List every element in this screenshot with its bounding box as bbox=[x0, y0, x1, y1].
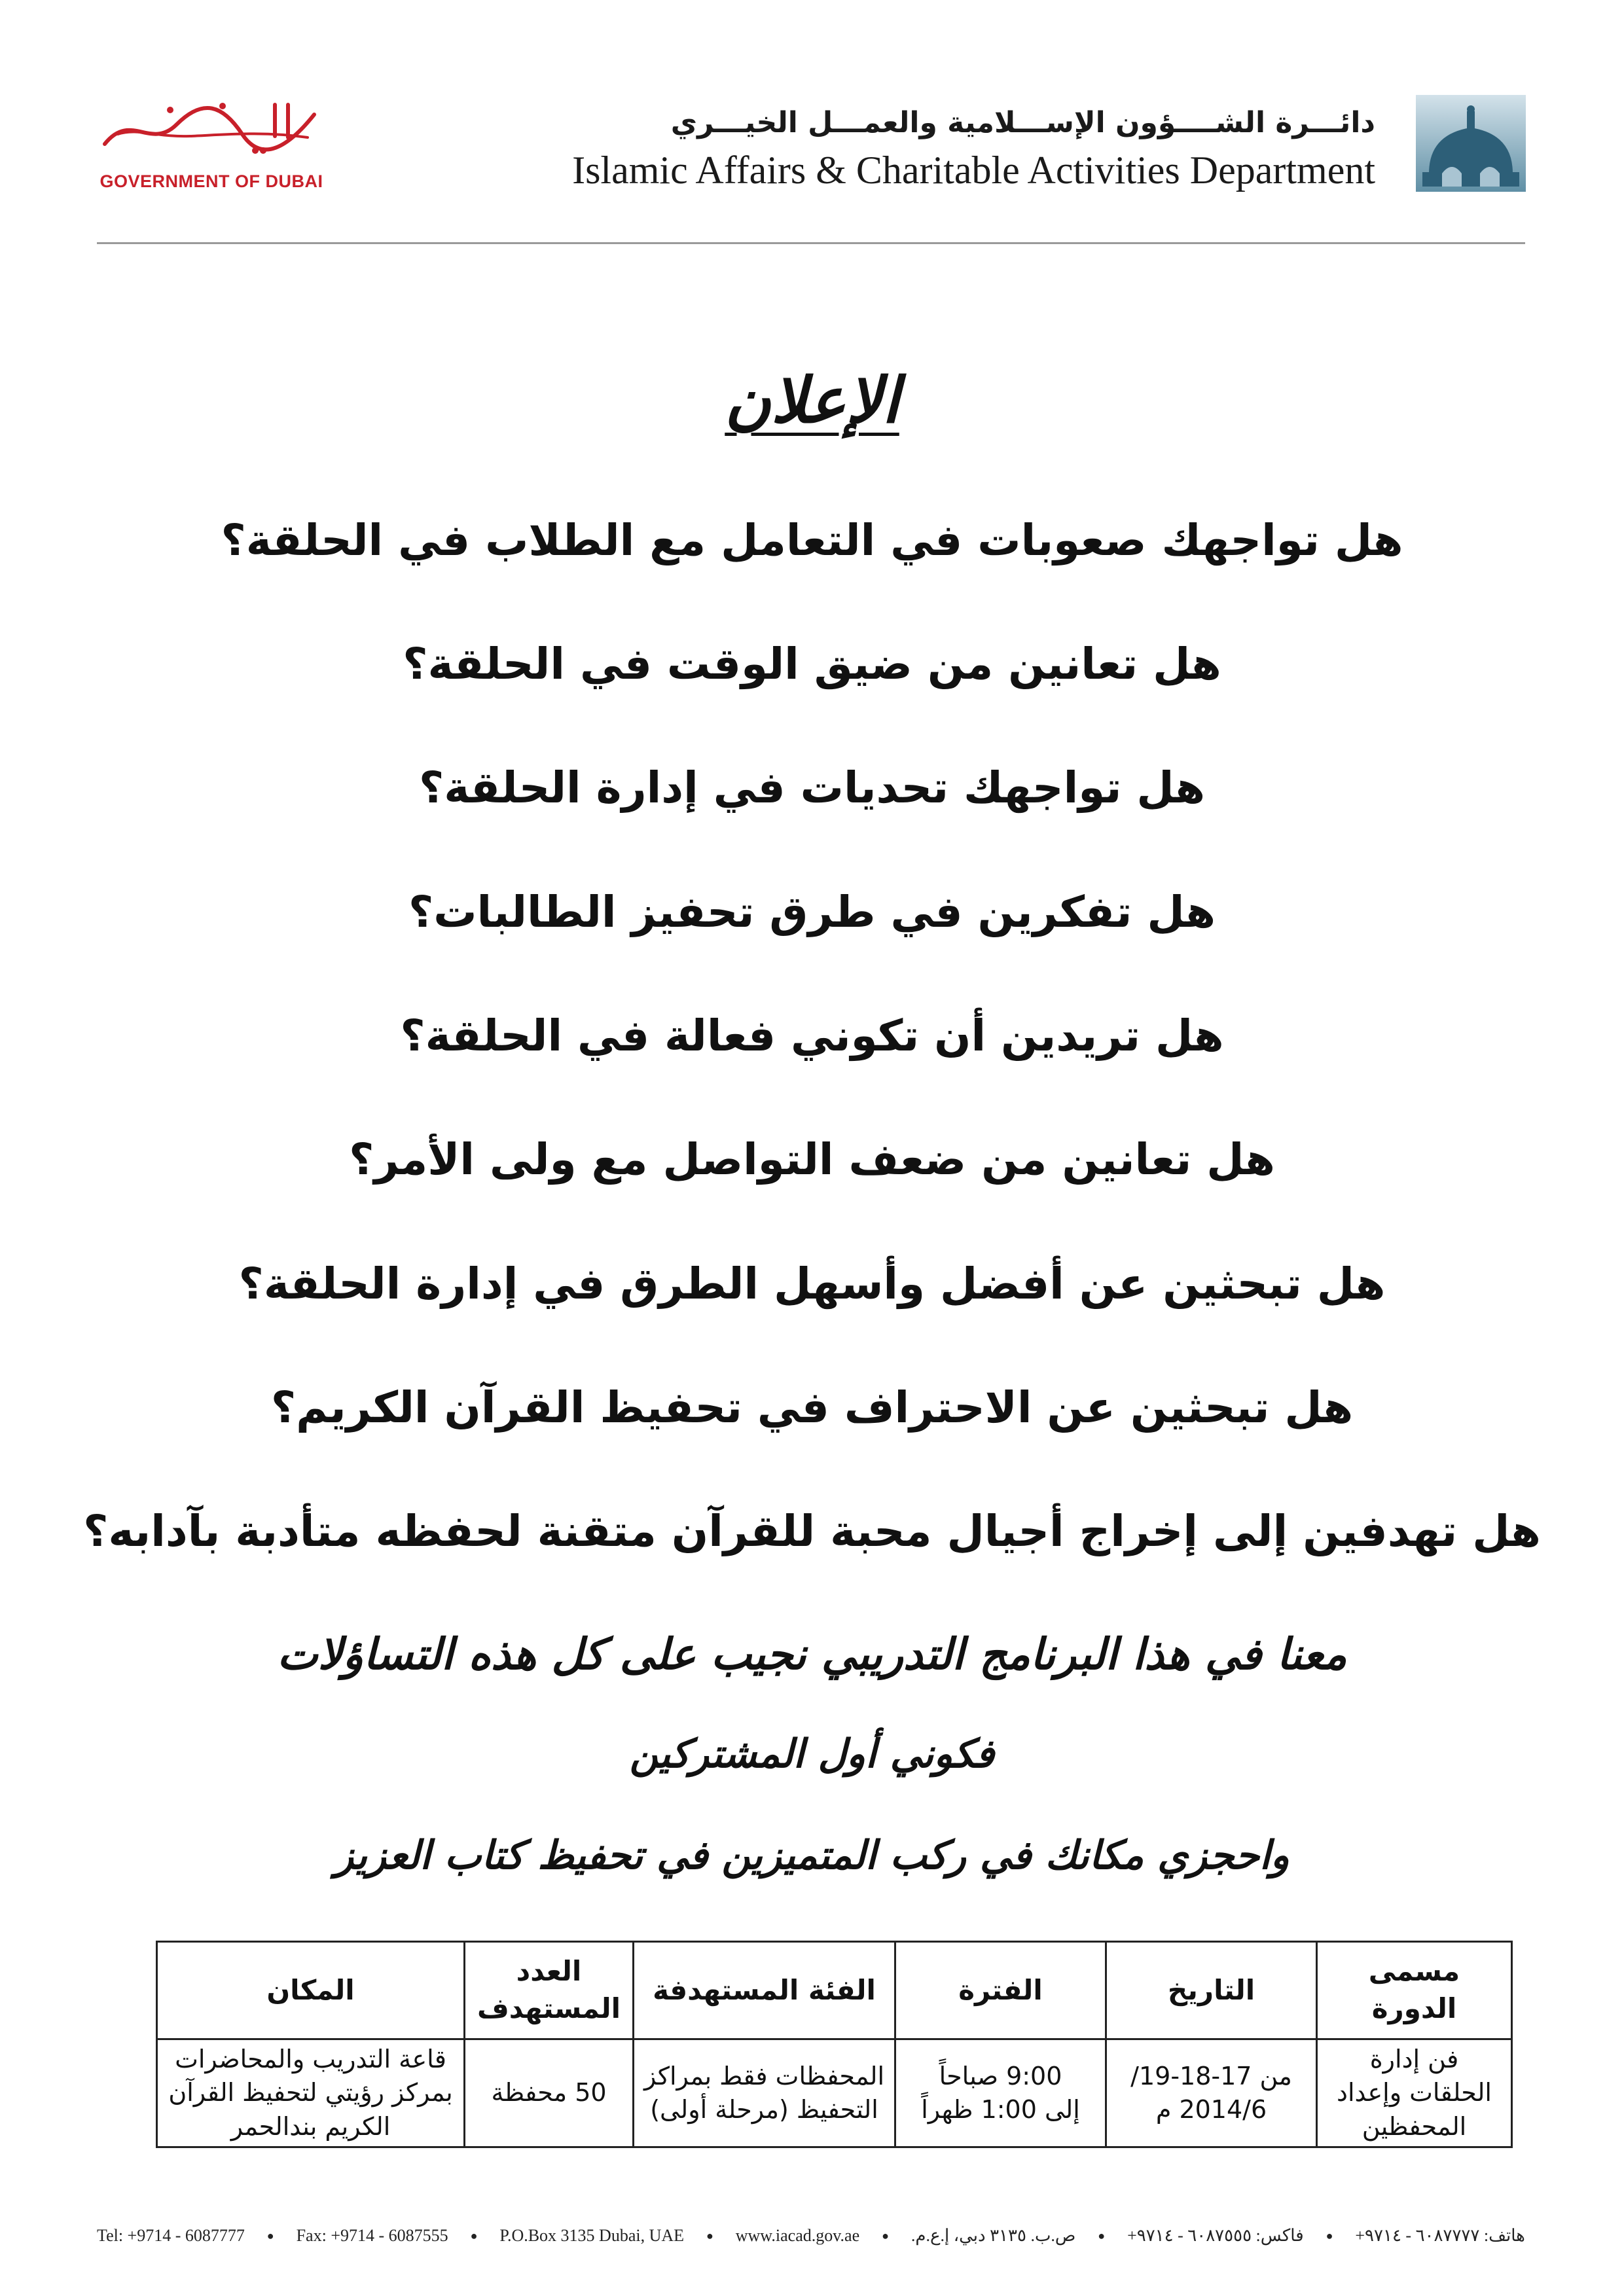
header-target-count-line-1: العدد bbox=[516, 1955, 582, 1988]
header-venue: المكان bbox=[157, 1942, 465, 2039]
footer-separator: ● bbox=[1098, 2229, 1106, 2242]
question-6: هل تعانين من ضعف التواصل مع ولى الأمر؟ bbox=[349, 1134, 1275, 1185]
period-line-2: إلى 1:00 ظهراً bbox=[921, 2094, 1080, 2124]
table-row bbox=[157, 2039, 1512, 2147]
question-8: هل تبحثين عن الاحتراف في تحفيظ القرآن الكريم؟ bbox=[270, 1382, 1354, 1433]
cell-period bbox=[895, 2039, 1106, 2147]
slogan-line-3: واحجزي مكانك في ركب المتميزين في تحفيظ كتاب العزيز bbox=[334, 1833, 1290, 1878]
question-3: هل تواجهك تحديات في إدارة الحلقة؟ bbox=[418, 762, 1206, 813]
footer-website[interactable]: www.iacad.gov.ae bbox=[735, 2226, 860, 2245]
course-name-line-2: الحلقات وإعداد bbox=[1337, 2078, 1492, 2108]
header-course-name: مسمى الدورة bbox=[1317, 1942, 1512, 2039]
question-9: هل تهدفين إلى إخراج أجيال محبة للقرآن متقنة لحفظه متأدبة بآدابه؟ bbox=[83, 1506, 1541, 1556]
date-line-1: من 17-18-19/ bbox=[1130, 2061, 1292, 2090]
footer-tel-arabic: هاتف: ٦٠٨٧٧٧٧ - ٩٧١٤+ bbox=[1355, 2226, 1525, 2245]
letterhead bbox=[0, 0, 1624, 249]
footer-separator: ● bbox=[470, 2229, 478, 2242]
footer-tel: Tel: +9714 - 6087777 bbox=[97, 2226, 245, 2245]
footer-po-box: P.O.Box 3135 Dubai, UAE bbox=[499, 2226, 685, 2245]
cell-venue bbox=[157, 2039, 465, 2147]
gov-logo-english-text: GOVERNMENT OF DUBAI bbox=[99, 171, 323, 191]
cell-target-count: 50 محفظة bbox=[465, 2039, 634, 2147]
footer-fax: Fax: +9714 - 6087555 bbox=[296, 2226, 448, 2245]
header-period: الفترة bbox=[895, 1942, 1106, 2039]
target-group-line-2: التحفيظ (مرحلة أولى) bbox=[650, 2094, 878, 2124]
footer-contact bbox=[97, 2223, 1525, 2249]
footer-separator: ● bbox=[706, 2229, 713, 2242]
header-target-group: الفئة المستهدفة bbox=[634, 1942, 895, 2039]
announcement-title: الإعلان bbox=[725, 363, 899, 437]
cell-target-group bbox=[634, 2039, 895, 2147]
venue-line-2: بمركز رؤيتي لتحفيظ القرآن bbox=[168, 2078, 453, 2108]
question-2: هل تعانين من ضيق الوقت في الحلقة؟ bbox=[403, 639, 1221, 689]
slogan-line-2: فكوني أول المشتركين bbox=[629, 1731, 995, 1777]
question-1: هل تواجهك صعوبات في التعامل مع الطلاب في الحلقة؟ bbox=[221, 515, 1403, 565]
cell-date bbox=[1106, 2039, 1317, 2147]
header-divider bbox=[97, 242, 1525, 244]
cell-course-name bbox=[1317, 2039, 1512, 2147]
course-name-line-1: فن إدارة bbox=[1369, 2045, 1459, 2073]
department-name-english: Islamic Affairs & Charitable Activities Department bbox=[572, 149, 1375, 192]
footer-po-box-arabic: ص.ب. ٣١٣٥ دبي، إ.ع.م. bbox=[911, 2226, 1076, 2245]
footer-separator: ● bbox=[882, 2229, 889, 2242]
footer-fax-arabic: فاكس: ٦٠٨٧٥٥٥ - ٩٧١٤+ bbox=[1127, 2226, 1304, 2245]
footer-separator: ● bbox=[1326, 2229, 1333, 2242]
department-name-arabic: دائـــرة الشــــؤون الإســـلامية والعمـــل الخيـــري bbox=[670, 106, 1375, 139]
course-name-line-3: المحفظين bbox=[1362, 2111, 1467, 2141]
gov-dubai-calligraphy-icon bbox=[92, 98, 327, 157]
header-target-count-line-2: المستهدف bbox=[477, 1992, 621, 2024]
header-date: التاريخ bbox=[1106, 1942, 1317, 2039]
question-4: هل تفكرين في طرق تحفيز الطالبات؟ bbox=[408, 887, 1216, 937]
question-7: هل تبحثين عن أفضل وأسهل الطرق في إدارة الحلقة؟ bbox=[238, 1259, 1386, 1309]
table-header-row bbox=[157, 1942, 1512, 2039]
venue-line-1: قاعة التدريب والمحاضرات bbox=[175, 2045, 446, 2073]
header-target-count bbox=[465, 1942, 634, 2039]
course-details-table bbox=[156, 1941, 1513, 2148]
date-line-2: 2014/6 م bbox=[1155, 2094, 1267, 2124]
target-group-line-1: المحفظات فقط بمراكز bbox=[643, 2061, 885, 2090]
government-of-dubai-logo bbox=[85, 98, 334, 190]
slogan-line-1: معنا في هذا البرنامج التدريبي نجيب على كل هذه التساؤلات bbox=[277, 1628, 1347, 1679]
question-5: هل تريدين أن تكوني فعالة في الحلقة؟ bbox=[400, 1011, 1224, 1061]
footer-separator: ● bbox=[266, 2229, 274, 2242]
mosque-dome-logo-icon bbox=[1416, 95, 1526, 192]
venue-line-3: الكريم بندالحمر bbox=[230, 2111, 391, 2141]
period-line-1: 9:00 صباحاً bbox=[939, 2061, 1062, 2090]
